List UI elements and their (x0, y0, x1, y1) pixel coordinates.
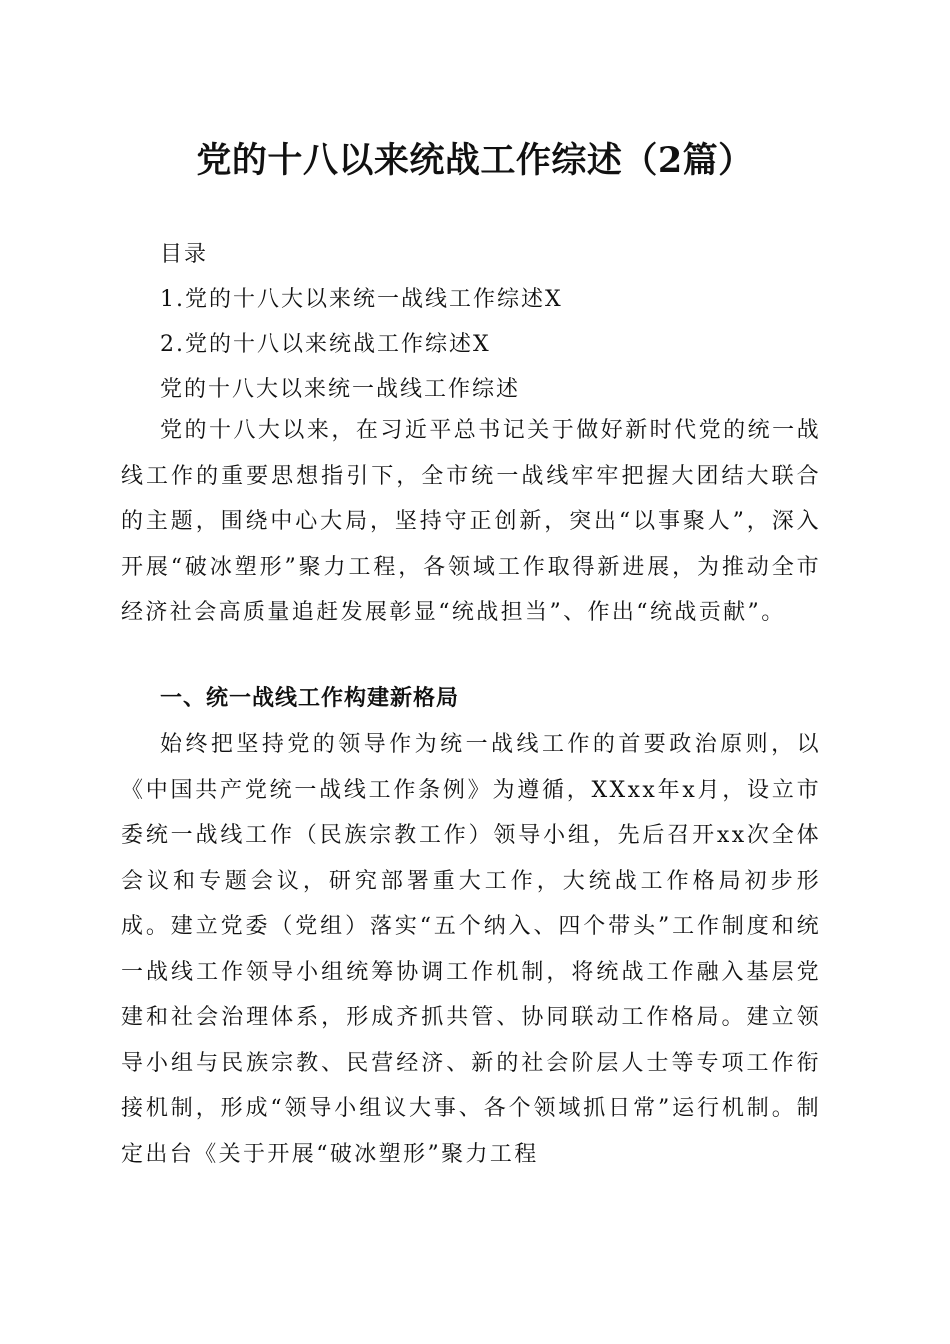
section-heading: 一、统一战线工作构建新格局 (160, 686, 460, 711)
section-title: 党的十八大以来统一战线工作综述 (160, 377, 521, 402)
body-paragraph: 始终把坚持党的领导作为统一战线工作的首要政治原则，以《中国共产党统一战线工作条例》为遵循，XXxx年x月，设立市委统一战线工作（民族宗教工作）领导小组，先后召开xx次全体会议和专题会议，研究部署重大工作，大统战工作格局初步形成。建立党委（党组）落实“五个纳入、四个带头”工作制度和统一战线工作领导小组统筹协调工作机制，将统战工作融入基层党建和社会治理体系，形成齐抓共管、协同联动工作格局。建立领导小组与民族宗教、民营经济、新的社会阶层人士等专项工作衔接机制，形成“领导小组议大事、各个领域抓日常”运行机制。制定出台《关于开展“破冰塑形”聚力工程 (121, 732, 821, 1167)
toc-item: 1.党的十八大以来统一战线工作综述X (160, 287, 563, 312)
document-title: 党的十八以来统战工作综述（2篇） (196, 140, 754, 181)
intro-paragraph: 党的十八大以来，在习近平总书记关于做好新时代党的统一战线工作的重要思想指引下，全市统一战线牢牢把握大团结大联合的主题，围绕中心大局，坚持守正创新，突出“以事聚人”，深入开展“破冰塑形”聚力工程，各领域工作取得新进展，为推动全市经济社会高质量追赶发展彰显“统战担当”、作出“统战贡献”。 (121, 418, 821, 625)
table-of-contents (160, 232, 563, 412)
toc-label: 目录 (160, 242, 209, 267)
toc-item: 2.党的十八以来统战工作综述X (160, 332, 491, 357)
